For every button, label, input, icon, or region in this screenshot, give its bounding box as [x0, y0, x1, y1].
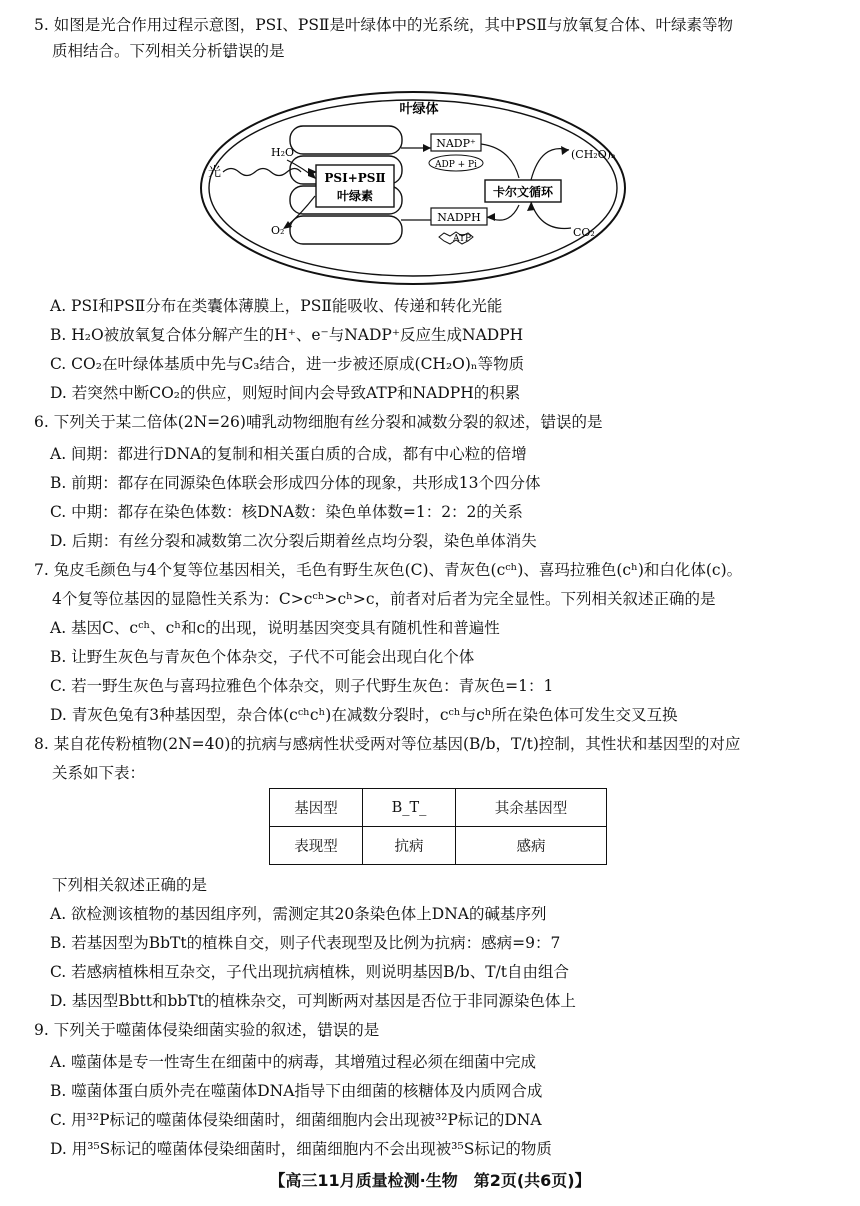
- table-row: [270, 827, 607, 865]
- q9-option-b: B. 噬菌体蛋白质外壳在噬菌体DNA指导下由细菌的核糖体及内质网合成: [50, 1082, 543, 1100]
- adp-pi-label: ADP + Pi: [435, 160, 477, 170]
- chloroplast-title: 叶绿体: [399, 102, 439, 117]
- q7-stem-line1: 7. 兔皮毛颜色与4个复等位基因相关，毛色有野生灰色(C)、青灰色(cᶜʰ)、喜玛拉雅色(cʰ)和白化体(c)。: [34, 561, 743, 579]
- q9-option-c: C. 用³²P标记的噬菌体侵染细菌时，细菌细胞内会出现被³²P标记的DNA: [50, 1111, 542, 1129]
- q5-stem-line1: 5. 如图是光合作用过程示意图，PSⅠ、PSⅡ是叶绿体中的光系统，其中PSⅡ与放氧复合体、叶绿素等物: [34, 16, 734, 34]
- q5-stem-line2: 质相结合。下列相关分析错误 • •的是: [52, 40, 285, 62]
- q9-option-d: D. 用³⁵S标记的噬菌体侵染细菌时，细菌细胞内不会出现被³⁵S标记的物质: [50, 1140, 552, 1158]
- q8-option-d: D. 基因型Bbtt和bbTt的植株杂交，可判断两对基因是否位于非同源染色体上: [50, 992, 576, 1010]
- q7-stem-line2: 4个复等位基因的显隐性关系为：C>cᶜʰ>cʰ>c，前者对后者为完全显性。下列相关叙述正确的是: [52, 590, 716, 608]
- light-label: 光: [208, 165, 222, 180]
- q8-lead: 下列相关叙述正确的是: [52, 876, 208, 894]
- table-cell: 表现型: [270, 827, 363, 865]
- o2-label: O₂: [271, 224, 285, 237]
- q6-stem: 6. 下列关于某二倍体(2N=26)哺乳动物细胞有丝分裂和减数分裂的叙述，错误 • •的是: [34, 411, 602, 433]
- q5-option-c: C. CO₂在叶绿体基质中先与C₃结合，进一步被还原成(CH₂O)ₙ等物质: [50, 355, 525, 373]
- q6-option-d: D. 后期：有丝分裂和减数第二次分裂后期着丝点均分裂，染色单体消失: [50, 532, 537, 550]
- calvin-label: 卡尔文循环: [492, 185, 554, 199]
- atp-label: ATP: [452, 234, 472, 244]
- q8-stem-line1: 8. 某自花传粉植物(2N=40)的抗病与感病性状受两对等位基因(B/b，T/t)控制，其性状和基因型的对应: [34, 735, 741, 753]
- q8-option-b: B. 若基因型为BbTt的植株自交，则子代表现型及比例为抗病：感病=9：7: [50, 934, 561, 952]
- table-cell: 其余基因型: [456, 789, 607, 827]
- q8-option-c: C. 若感病植株相互杂交，子代出现抗病植株，则说明基因B/b、T/t自由组合: [50, 963, 569, 981]
- q6-option-a: A. 间期：都进行DNA的复制和相关蛋白质的合成，都有中心粒的倍增: [50, 445, 527, 463]
- co2-label: CO₂: [573, 226, 595, 239]
- q6-option-c: C. 中期：都存在染色体数：核DNA数：染色单体数=1：2：2的关系: [50, 503, 523, 521]
- page-footer: 【高三11月质量检测·生物 第2页(共6页)】: [269, 1171, 591, 1190]
- table-cell: B_T_: [363, 789, 456, 827]
- table-row: [270, 789, 607, 827]
- table-cell: 抗病: [363, 827, 456, 865]
- table-cell: 基因型: [270, 789, 363, 827]
- q6-option-b: B. 前期：都存在同源染色体联会形成四分体的现象，共形成13个四分体: [50, 474, 541, 492]
- thylakoid-4: [290, 216, 402, 244]
- q7-option-c: C. 若一野生灰色与喜玛拉雅色个体杂交，则子代野生灰色：青灰色=1：1: [50, 677, 554, 695]
- nadp-plus-label: NADP⁺: [436, 137, 476, 150]
- nadph-label: NADPH: [437, 211, 481, 224]
- genotype-table: [269, 788, 607, 865]
- q8-option-a: A. 欲检测该植物的基因组序列，需测定其20条染色体上DNA的碱基序列: [50, 905, 547, 923]
- emphasis-mark: 错误 • •: [223, 42, 254, 60]
- thylakoid-1: [290, 126, 402, 154]
- q5-option-a: A. PSⅠ和PSⅡ分布在类囊体薄膜上，PSⅡ能吸收、传递和转化光能: [50, 297, 503, 315]
- h2o-label: H₂O: [271, 146, 295, 159]
- q7-option-d: D. 青灰色兔有3种基因型，杂合体(cᶜʰcʰ)在减数分裂时，cᶜʰ与cʰ所在染色体可发生交叉互换: [50, 706, 678, 724]
- q7-option-b: B. 让野生灰色与青灰色个体杂交，子代不可能会出现白化个体: [50, 648, 475, 666]
- q8-stem-line2: 关系如下表：: [52, 764, 146, 782]
- emphasis-mark: 错误 • •: [317, 1021, 348, 1039]
- q5-option-d: D. 若突然中断CO₂的供应，则短时间内会导致ATP和NADPH的积累: [50, 384, 521, 402]
- q7-option-a: A. 基因C、cᶜʰ、cʰ和c的出现，说明基因突变具有随机性和普遍性: [50, 619, 500, 637]
- ps-label: PSⅠ+PSⅡ: [324, 171, 386, 185]
- pigment-label: 叶绿素: [336, 189, 374, 203]
- chloroplast-diagram: [175, 80, 645, 288]
- q5-option-b: B. H₂O被放氧复合体分解产生的H⁺、e⁻与NADP⁺反应生成NADPH: [50, 326, 524, 344]
- emphasis-mark: 错误 • •: [540, 413, 571, 431]
- q9-option-a: A. 噬菌体是专一性寄生在细菌中的病毒，其增殖过程必须在细菌中完成: [50, 1053, 537, 1071]
- table-cell: 感病: [456, 827, 607, 865]
- q9-stem: 9. 下列关于噬菌体侵染细菌实验的叙述，错误 • •的是: [34, 1019, 379, 1041]
- ch2o-label: (CH₂O)ₙ: [571, 148, 616, 161]
